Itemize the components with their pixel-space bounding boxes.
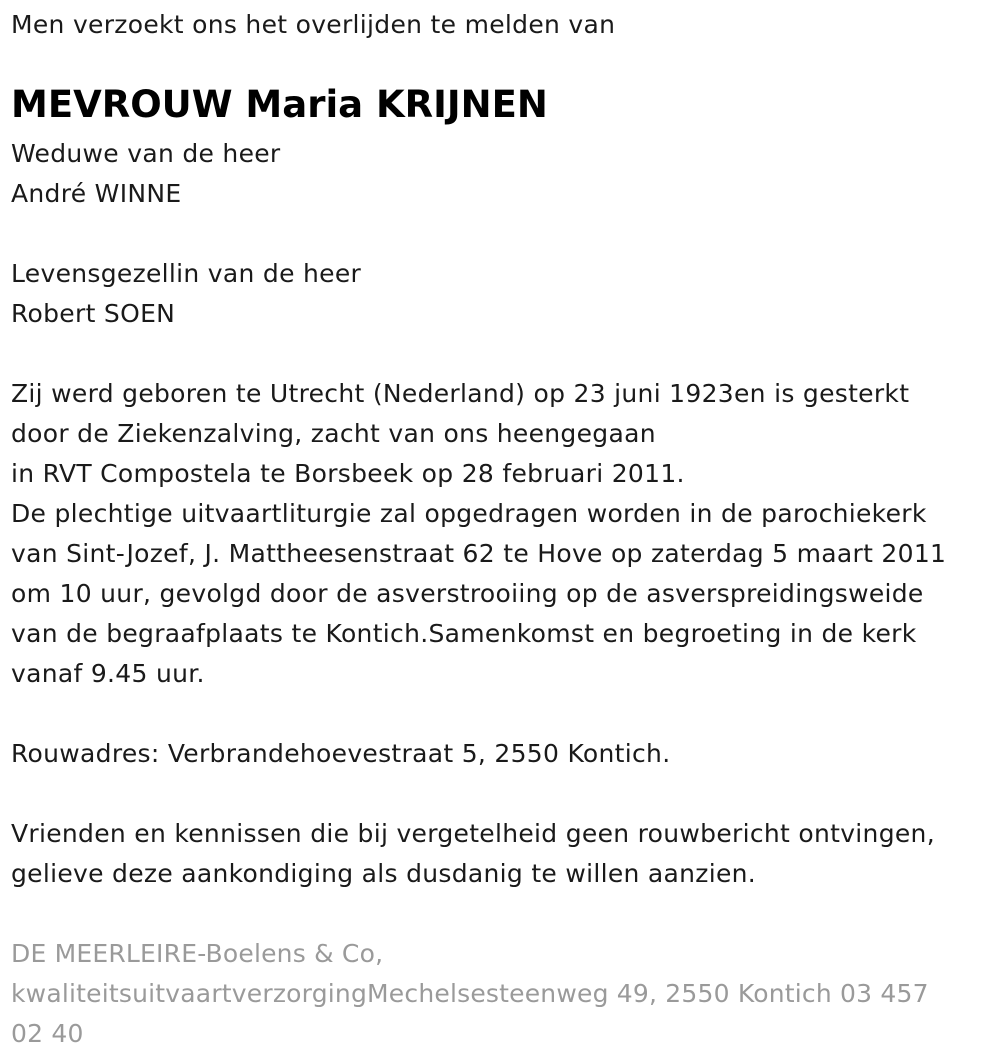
undertaker-address: kwaliteitsuitvaartverzorgingMechelsesteenweg 49, 2550 Kontich 03 457 [11, 979, 929, 1008]
undertaker-name: DE MEERLEIRE-Boelens & Co, [11, 939, 384, 968]
friends-line: Vrienden en kennissen die bij vergetelheid geen rouwbericht ontvingen, [11, 819, 935, 848]
partner-name: Robert SOEN [11, 299, 176, 328]
body-section [11, 374, 946, 694]
body-line: van Sint-Jozef, J. Mattheesenstraat 62 te Hove op zaterdag 5 maart 2011 [11, 539, 947, 568]
husband-name: André WINNE [11, 179, 182, 208]
friends-section [11, 814, 935, 894]
intro-text: Men verzoekt ons het overlijden te melden van [11, 10, 616, 39]
body-line: De plechtige uitvaartliturgie zal opgedragen worden in de parochiekerk [11, 499, 927, 528]
widow-line: Weduwe van de heer [11, 139, 281, 168]
body-line: om 10 uur, gevolgd door de asverstrooiing op de asverspreidingsweide [11, 579, 924, 608]
undertaker-section [11, 934, 929, 1054]
mourning-address: Rouwadres: Verbrandehoevestraat 5, 2550 Kontich. [11, 739, 671, 768]
undertaker-phone: 02 40 [11, 1019, 84, 1048]
body-line: vanaf 9.45 uur. [11, 659, 205, 688]
body-line: van de begraafplaats te Kontich.Samenkomst en begroeting in de kerk [11, 619, 917, 648]
body-line: door de Ziekenzalving, zacht van ons heengegaan [11, 419, 656, 448]
widow-section [11, 134, 281, 214]
partner-section [11, 254, 361, 334]
address-section [11, 734, 670, 774]
partner-line: Levensgezellin van de heer [11, 259, 362, 288]
deceased-name: MEVROUW Maria KRIJNEN [11, 83, 548, 126]
body-line: in RVT Compostela te Borsbeek op 28 februari 2011. [11, 459, 685, 488]
friends-line: gelieve deze aankondiging als dusdanig te willen aanzien. [11, 859, 757, 888]
body-line: Zij werd geboren te Utrecht (Nederland) op 23 juni 1923en is gesterkt [11, 379, 910, 408]
